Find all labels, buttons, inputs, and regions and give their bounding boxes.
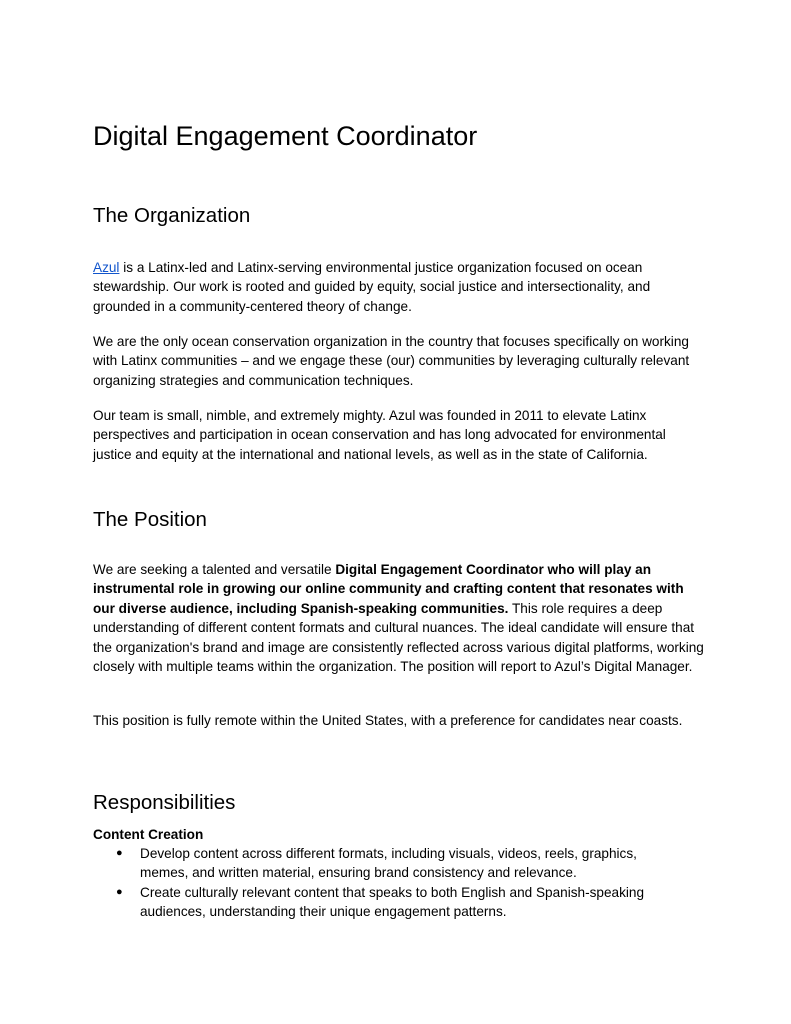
position-paragraph-1-intro: We are seeking a talented and versatile <box>93 562 336 577</box>
position-paragraph-1-bold: Digital Engagement Coordinator who will play an instrumental role in growing our online community and crafting content that resonates with our diverse audience, including Spanish-speaking communities. <box>93 562 684 616</box>
list-item <box>93 883 675 922</box>
position-paragraph-2: This position is fully remote within the United States, with a preference for candidates near coasts. <box>93 713 683 728</box>
position-paragraph-1 <box>93 560 705 676</box>
document-title: Digital Engagement Coordinator <box>93 121 478 151</box>
organization-paragraph-1-text: is a Latinx-led and Latinx-serving environmental justice organization focused on ocean stewardship. Our work is rooted and guided by equity, social justice and intersectionality, and grounded in a community-centered theory of change. <box>93 260 651 314</box>
bullet-icon: ● <box>116 885 123 898</box>
section-heading-organization: The Organization <box>93 204 251 227</box>
organization-paragraph-3: Our team is small, nimble, and extremely mighty. Azul was founded in 2011 to elevate Latinx perspectives and participation in ocean conservation and has long advocated for environmental justice and equity at the international and national levels, as well as in the state of California. <box>93 408 666 462</box>
list-item <box>93 844 675 883</box>
list-item-text: Develop content across different formats, including visuals, videos, reels, graphics, memes, and written material, ensuring brand consistency and relevance. <box>140 846 637 881</box>
section-heading-position: The Position <box>93 508 207 531</box>
azul-link[interactable]: Azul <box>93 260 120 275</box>
organization-paragraph-1 <box>93 258 705 316</box>
content-creation-list <box>93 844 705 922</box>
list-item-text: Create culturally relevant content that speaks to both English and Spanish-speaking audiences, understanding their unique engagement patterns. <box>140 884 645 920</box>
organization-paragraph-2: We are the only ocean conservation organization in the country that focuses specifically on working with Latinx communities – and we engage these (our) communities by leveraging culturally relevant organizing strategies and communication techniques. <box>93 334 690 388</box>
section-heading-responsibilities: Responsibilities <box>93 791 236 814</box>
subheading-content-creation: Content Creation <box>93 827 204 842</box>
bullet-icon: ● <box>116 847 123 859</box>
position-paragraph-1-rest: This role requires a deep understanding of different content formats and cultural nuances. The ideal candidate will ensure that the organization's brand and image are consistently reflected across various digital platforms, working closely with multiple teams within the organization. The position will report to Azul’s Digital Manager. <box>93 600 704 675</box>
